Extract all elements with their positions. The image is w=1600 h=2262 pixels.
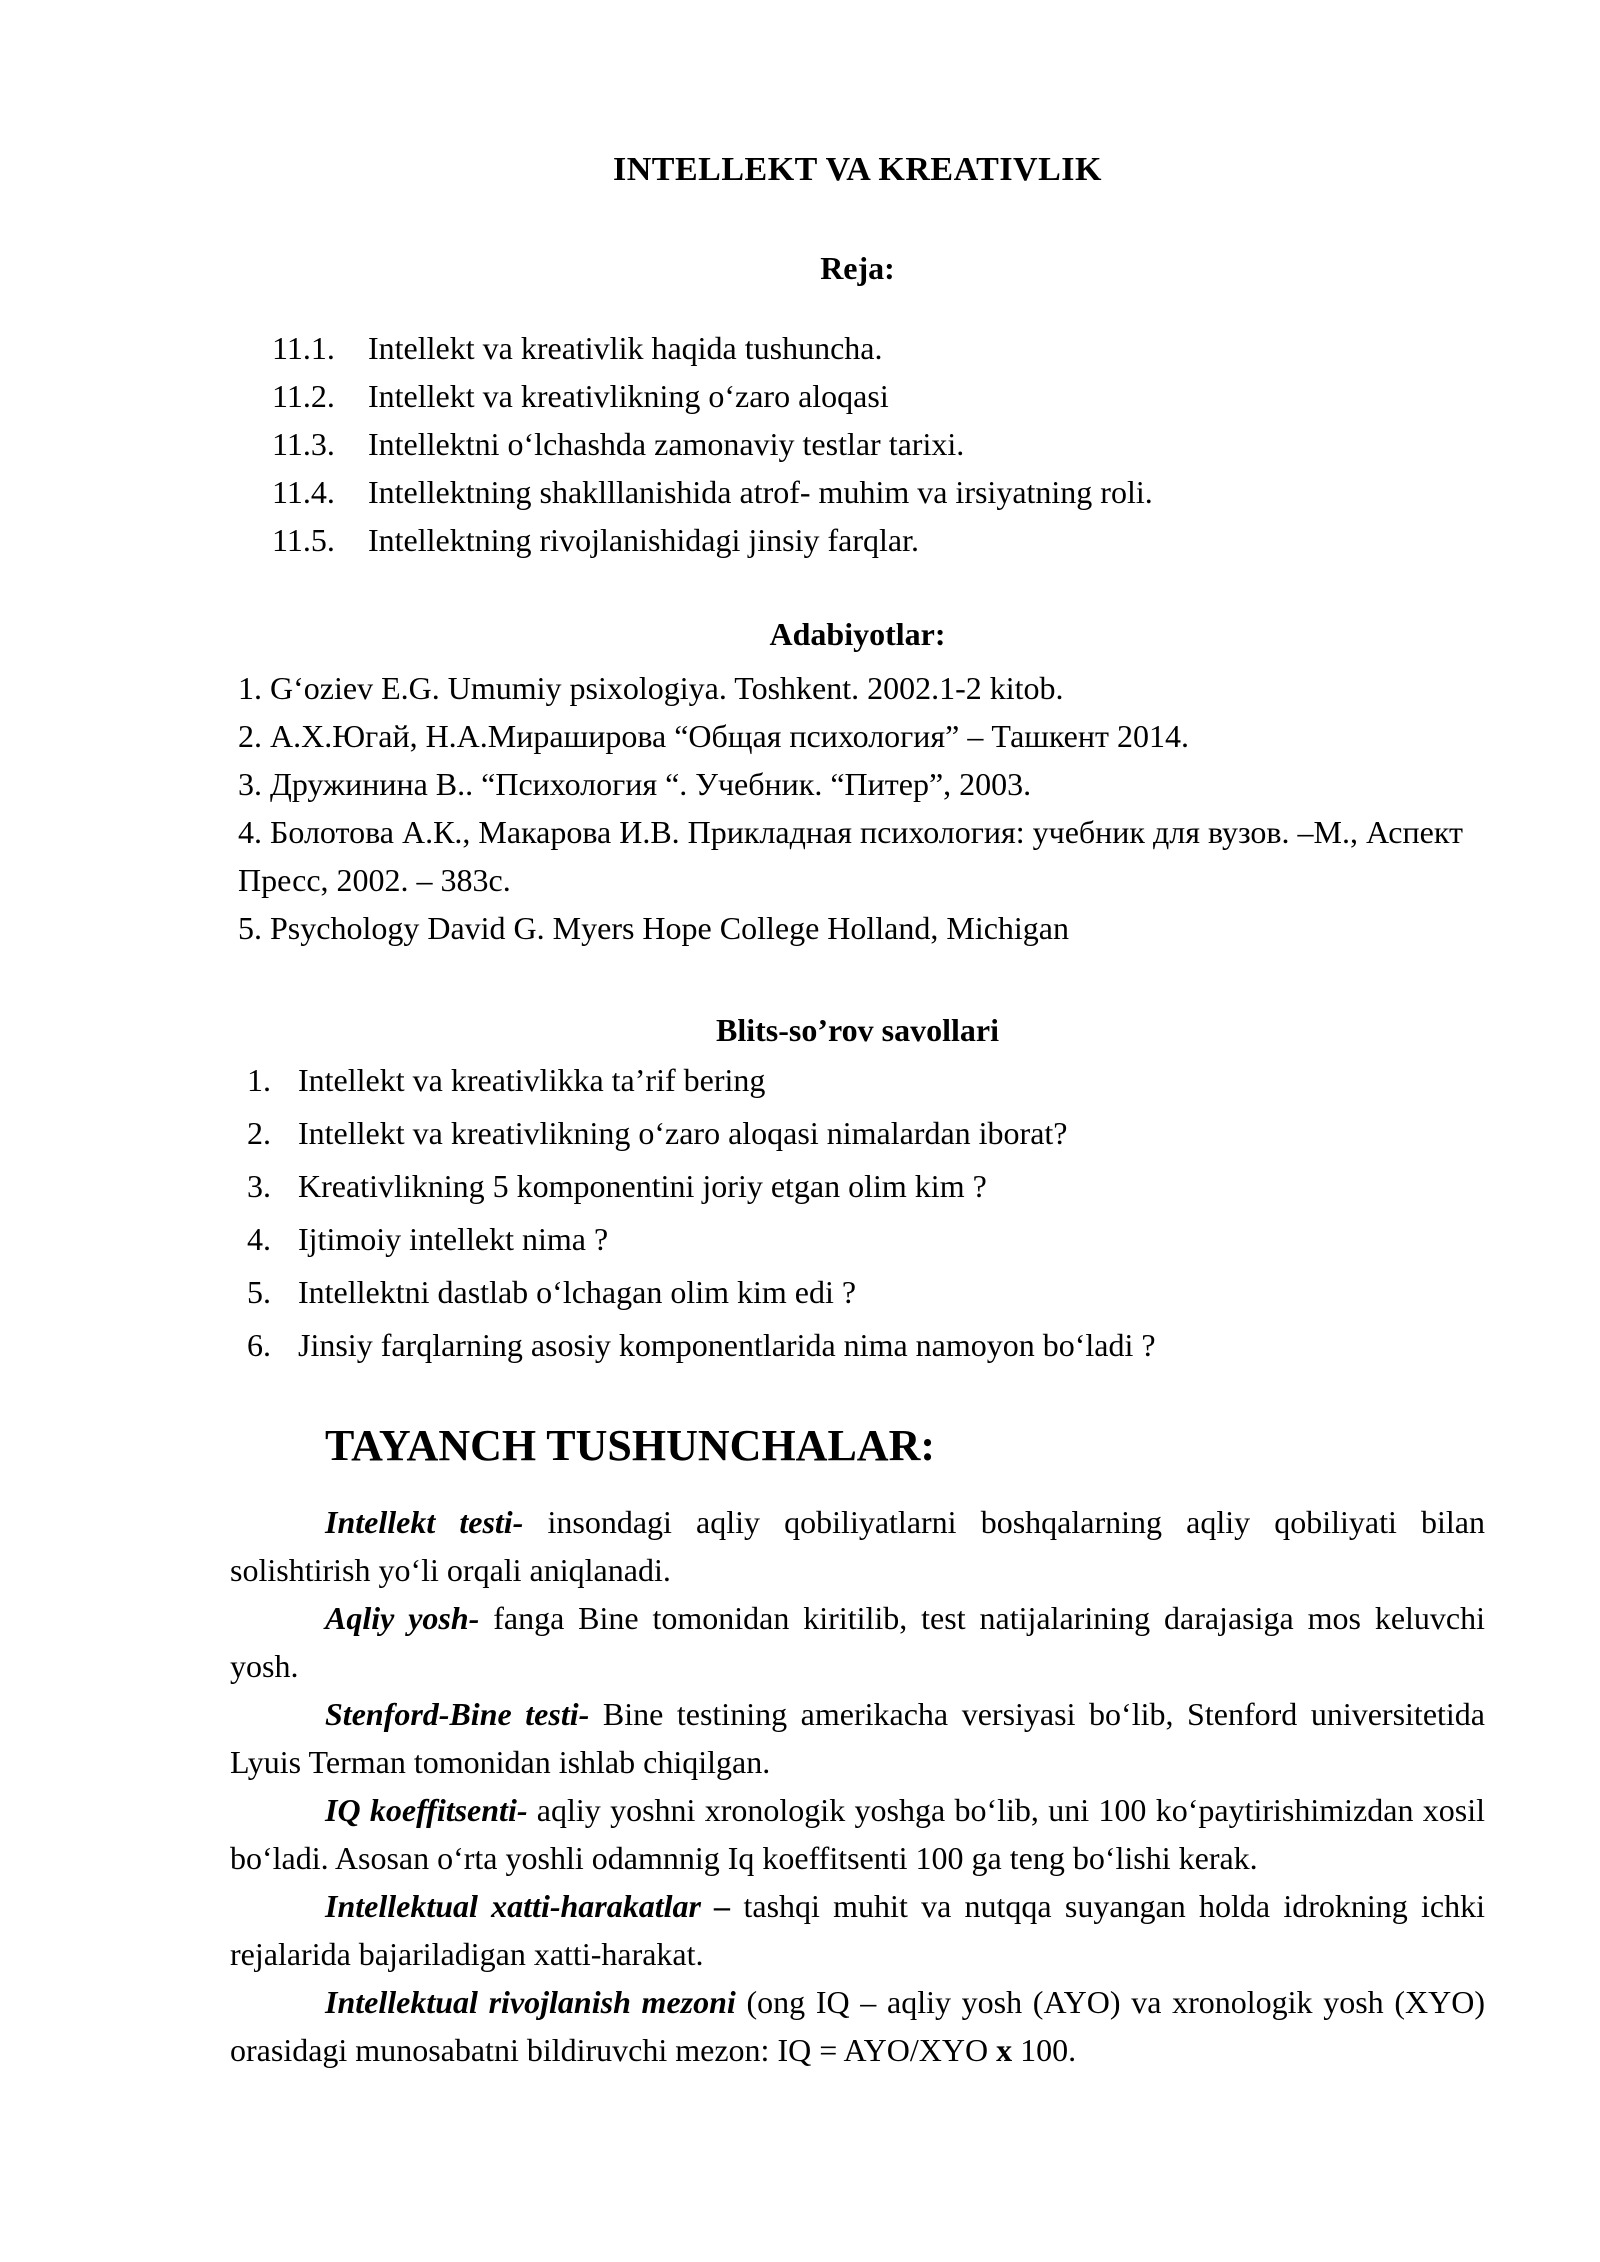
page-title: INTELLEKT VA KREATIVLIK: [613, 151, 1102, 188]
term-paragraph: [230, 1786, 1485, 1882]
plan-item: [230, 468, 1485, 516]
term-lead: IQ koeffitsenti-: [325, 1792, 528, 1828]
quiz-item: [230, 1213, 1485, 1266]
plan-item: [230, 372, 1485, 420]
term-lead: Intellekt testi-: [325, 1504, 524, 1540]
quiz-item-number: 3.: [247, 1168, 271, 1204]
plan-item-number: 11.3.: [272, 426, 335, 462]
plan-item: [230, 516, 1485, 564]
quiz-item-number: 1.: [247, 1062, 271, 1098]
plan-heading: Reja:: [820, 250, 895, 286]
literature-item: 4. Болотова А.К., Макарова И.В. Прикладная психология: учебник для вузов. –М., Аспект Пресс, 2002. – 383с.: [238, 814, 1463, 898]
term-text: (ong IQ – aqliy yosh (AYO) va xronologik yosh (XYO) orasidagi munosabatni bildiruvchi mezon: IQ = AYO/XYO: [230, 1984, 1486, 2068]
quiz-item-number: 6.: [247, 1327, 271, 1363]
literature-item: 1. G‘oziev E.G. Umumiy psixologiya. Toshkent. 2002.1-2 kitob.: [238, 670, 1064, 706]
literature-item: 3. Дружинина В.. “Психология “. Учебник. “Питер”, 2003.: [238, 766, 1032, 802]
plan-item-text: Intellekt va kreativlik haqida tushuncha.: [368, 330, 883, 366]
plan-item-text: Intellekt va kreativlikning o‘zaro aloqasi: [368, 378, 889, 414]
plan-item: [230, 420, 1485, 468]
quiz-item: [230, 1054, 1485, 1107]
quiz-item-text: Ijtimoiy intellekt nima ?: [298, 1221, 609, 1257]
literature-heading: Adabiyotlar:: [769, 616, 946, 652]
plan-item-text: Intellektning shaklllanishida atrof- muhim va irsiyatning roli.: [368, 474, 1153, 510]
term-paragraph: [230, 1978, 1485, 2074]
plan-item-number: 11.1.: [272, 330, 335, 366]
quiz-item-text: Intellektni dastlab o‘lchagan olim kim edi ?: [298, 1274, 857, 1310]
term-paragraph: [230, 1594, 1485, 1690]
term-text: tashqi muhit va nutqqa suyangan holda idrokning ichki rejalarida bajariladigan xatti-harakat.: [230, 1888, 1485, 1972]
quiz-item-number: 5.: [247, 1274, 271, 1310]
literature-item: 2. А.Х.Югай, Н.А.Мираширова “Общая психология” – Ташкент 2014.: [238, 718, 1189, 754]
quiz-item-number: 4.: [247, 1221, 271, 1257]
quiz-item-text: Kreativlikning 5 komponentini joriy etgan olim kim ?: [298, 1168, 987, 1204]
term-text: aqliy yoshni xronologik yoshga bo‘lib, uni 100 ko‘paytirishimizdan xosil bo‘ladi. Asosan o‘rta yoshli odamnnig Iq koeffitsenti 100 ga teng bo‘lishi kerak.: [230, 1792, 1485, 1876]
plan-item-text: Intellektning rivojlanishidagi jinsiy farqlar.: [368, 522, 919, 558]
quiz-item: [230, 1266, 1485, 1319]
key-concepts-heading: TAYANCH TUSHUNCHALAR:: [325, 1421, 936, 1470]
term-lead: Stenford-Bine testi-: [325, 1696, 590, 1732]
quiz-item-text: Jinsiy farqlarning asosiy komponentlarida nima namoyon bo‘ladi ?: [298, 1327, 1156, 1363]
term-text: insondagi aqliy qobiliyatlarni boshqalarning aqliy qobiliyati bilan solishtirish yo‘li orqali aniqlanadi.: [230, 1504, 1486, 1588]
key-concepts-list: [230, 1498, 1485, 2074]
term-lead: Intellektual xatti-harakatlar –: [325, 1888, 731, 1924]
term-lead: Aqliy yosh-: [325, 1600, 480, 1636]
plan-item: [230, 324, 1485, 372]
quiz-item-text: Intellekt va kreativlikka ta’rif bering: [298, 1062, 766, 1098]
quiz-list: [230, 1054, 1485, 1372]
quiz-heading: Blits-so’rov savollari: [716, 1012, 999, 1048]
plan-item-text: Intellektni o‘lchashda zamonaviy testlar tarixi.: [368, 426, 965, 462]
term-text: Bine testining amerikacha versiyasi bo‘lib, Stenford universitetida Lyuis Terman tomonidan ishlab chiqilgan.: [230, 1696, 1486, 1780]
plan-list: [230, 324, 1485, 564]
quiz-item: [230, 1319, 1485, 1372]
term-paragraph: [230, 1690, 1485, 1786]
quiz-item: [230, 1160, 1485, 1213]
term-text: fanga Bine tomonidan kiritilib, test natijalarining darajasiga mos keluvchi yosh.: [230, 1600, 1485, 1684]
plan-item-number: 11.4.: [272, 474, 335, 510]
term-bold-x: x: [996, 2032, 1013, 2068]
term-lead: Intellektual rivojlanish mezoni: [325, 1984, 736, 2020]
plan-item-number: 11.5.: [272, 522, 335, 558]
quiz-item-number: 2.: [247, 1115, 271, 1151]
term-text-after: 100.: [1012, 2032, 1077, 2068]
quiz-item: [230, 1107, 1485, 1160]
quiz-item-text: Intellekt va kreativlikning o‘zaro aloqasi nimalardan iborat?: [298, 1115, 1068, 1151]
term-paragraph: [230, 1882, 1485, 1978]
literature-item: 5. Psychology David G. Myers Hope College Holland, Michigan: [238, 910, 1069, 946]
literature-list: [230, 664, 1485, 952]
plan-item-number: 11.2.: [272, 378, 335, 414]
term-paragraph: [230, 1498, 1485, 1594]
